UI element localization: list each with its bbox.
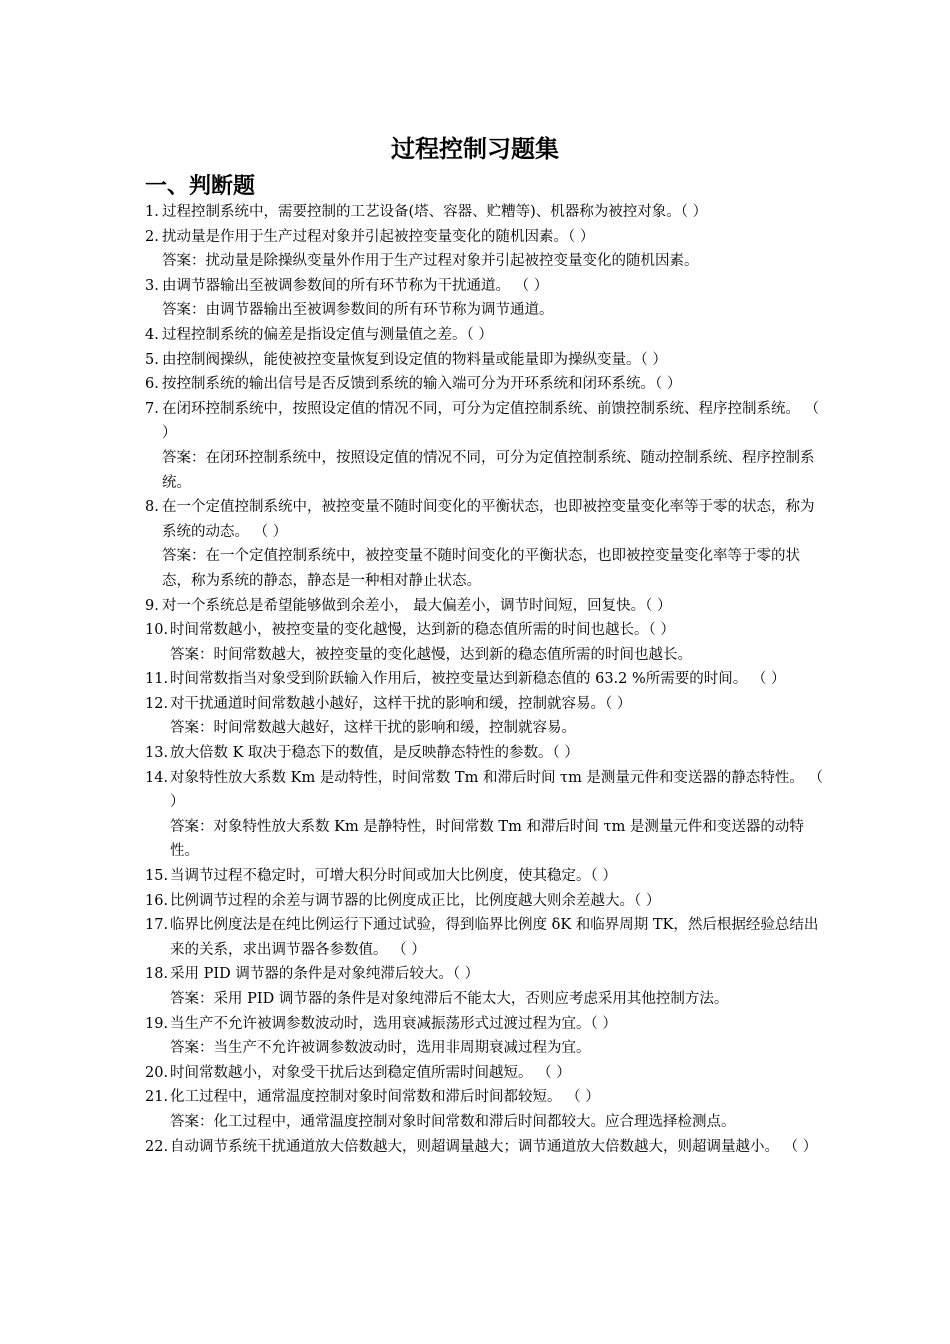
answer-text: 答案：时间常数越大，被控变量的变化越慢，达到新的稳态值所需的时间也越长。 xyxy=(170,646,692,663)
question-item xyxy=(145,864,825,889)
question-number: 5. xyxy=(145,351,159,368)
question-text: 对干扰通道时间常数越小越好，这样干扰的影响和缓，控制就容易。（ ） xyxy=(170,695,632,712)
question-text: 采用 PID 调节器的条件是对象纯滞后较大。（ ） xyxy=(170,966,480,983)
answer-text: 答案：在一个定值控制系统中，被控变量不随时间变化的平衡状态，也即被控变量变化率等于零的状态，称为系统的静态，静态是一种相对静止状态。 xyxy=(162,548,800,589)
question-text: 当调节过程不稳定时，可增大积分时间或加大比例度，使其稳定。（ ） xyxy=(170,868,617,885)
question-item xyxy=(145,323,825,348)
question-number: 10. xyxy=(145,622,169,639)
question-item xyxy=(145,225,825,250)
question-item xyxy=(145,594,825,619)
question-item xyxy=(145,741,825,766)
question-text: 对一个系统总是希望能够做到余差小， 最大偏差小，调节时间短，回复快。（ ） xyxy=(162,597,672,614)
question-number: 14. xyxy=(145,769,169,786)
answer-text: 答案：时间常数越大越好，这样干扰的影响和缓，控制就容易。 xyxy=(170,720,576,737)
question-text: 时间常数指当对象受到阶跃输入作用后，被控变量达到新稳态值的 63.2 %所需要的时间。 （ ） xyxy=(170,671,786,688)
question-text: 对象特性放大系数 Km 是动特性，时间常数 Tm 和滞后时间 τm 是测量元件和变送器的静态特性。 （ ） xyxy=(170,769,824,811)
question-number: 21. xyxy=(145,1089,169,1106)
answer-text: 答案：对象特性放大系数 Km 是静特性，时间常数 Tm 和滞后时间 τm 是测量元件和变送器的动特性。 xyxy=(170,818,804,860)
question-text: 扰动量是作用于生产过程对象并引起被控变量变化的随机因素。（ ） xyxy=(162,228,595,245)
question-number: 3. xyxy=(145,277,159,294)
question-text: 由控制阀操纵，能使被控变量恢复到设定值的物料量或能量即为操纵变量。（ ） xyxy=(162,351,667,368)
question-item xyxy=(145,913,825,962)
question-number: 1. xyxy=(145,204,159,220)
question-number: 6. xyxy=(145,376,159,393)
question-number: 7. xyxy=(145,400,159,417)
question-item xyxy=(145,397,825,446)
question-number: 4. xyxy=(145,326,159,343)
document-title: 过程控制习题集 xyxy=(391,135,559,163)
answer-text: 答案：采用 PID 调节器的条件是对象纯滞后不能太大，否则应考虑采用其他控制方法。 xyxy=(170,991,729,1007)
question-text: 放大倍数 K 取决于稳态下的数值，是反映静态特性的参数。（ ） xyxy=(170,745,579,762)
question-item xyxy=(145,692,825,717)
question-text: 自动调节系统干扰通道放大倍数越大，则超调量越大；调节通道放大倍数越大，则超调量越小。 （ ） xyxy=(170,1138,818,1155)
question-text: 当生产不允许被调参数波动时，选用衰减振荡形式过渡过程为宜。（ ） xyxy=(170,1015,617,1032)
question-number: 17. xyxy=(145,917,169,934)
question-item xyxy=(145,495,825,544)
question-number: 9. xyxy=(145,597,159,614)
question-text: 时间常数越小，被控变量的变化越慢，达到新的稳态值所需的时间也越长。（ ） xyxy=(170,622,675,639)
question-item xyxy=(145,1012,825,1037)
question-number: 2. xyxy=(145,228,159,245)
question-number: 15. xyxy=(145,868,169,885)
answer-text: 答案：扰动量是除操纵变量外作用于生产过程对象并引起被控变量变化的随机因素。 xyxy=(162,253,699,270)
question-text: 由调节器输出至被调参数间的所有环节称为干扰通道。 （ ） xyxy=(162,277,549,294)
question-item xyxy=(145,1061,825,1086)
question-number: 16. xyxy=(145,892,169,909)
question-number: 11. xyxy=(145,671,169,688)
question-number: 22. xyxy=(145,1138,169,1155)
answer-text: 答案：由调节器输出至被调参数间的所有环节称为调节通道。 xyxy=(162,302,554,319)
question-item xyxy=(145,618,825,643)
question-item xyxy=(145,200,825,225)
question-text: 时间常数越小，对象受干扰后达到稳定值所需时间越短。 （ ） xyxy=(170,1064,571,1081)
question-item xyxy=(145,1135,825,1160)
question-item xyxy=(145,372,825,397)
question-text: 化工过程中，通常温度控制对象时间常数和滞后时间都较短。 （ ） xyxy=(170,1089,600,1106)
question-item xyxy=(145,274,825,299)
question-text: 按控制系统的输出信号是否反馈到系统的输入端可分为开环系统和闭环系统。（ ） xyxy=(162,376,682,393)
question-item xyxy=(145,962,825,987)
question-number: 18. xyxy=(145,966,169,983)
section-heading: 一、判断题 xyxy=(145,174,256,199)
question-text: 过程控制系统的偏差是指设定值与测量值之差。（ ） xyxy=(162,326,493,343)
question-number: 20. xyxy=(145,1064,169,1081)
question-item xyxy=(145,1085,825,1110)
question-text: 比例调节过程的余差与调节器的比例度成正比，比例度越大则余差越大。（ ） xyxy=(170,892,661,909)
question-number: 12. xyxy=(145,695,169,712)
question-number: 8. xyxy=(145,499,159,516)
question-text: 在一个定值控制系统中，被控变量不随时间变化的平衡状态，也即被控变量变化率等于零的状态，称为系统的动态。 （ ） xyxy=(162,499,815,540)
answer-text: 答案：化工过程中，通常温度控制对象时间常数和滞后时间都较大。应合理选择检测点。 xyxy=(170,1113,736,1130)
answer-text: 答案：在闭环控制系统中，按照设定值的情况不同，可分为定值控制系统、随动控制系统、程序控制系统。 xyxy=(162,449,815,491)
question-item xyxy=(145,348,825,373)
answer-text: 答案：当生产不允许被调参数波动时，选用非周期衰减过程为宜。 xyxy=(170,1040,591,1057)
question-text: 在闭环控制系统中，按照设定值的情况不同，可分为定值控制系统、前馈控制系统、程序控制系统。 （ ） xyxy=(162,400,820,442)
question-number: 13. xyxy=(145,745,169,762)
question-text: 过程控制系统中，需要控制的工艺设备(塔、容器、贮糟等)、机器称为被控对象。（ ） xyxy=(162,204,708,220)
question-item xyxy=(145,667,825,692)
question-item xyxy=(145,889,825,914)
question-number: 19. xyxy=(145,1015,169,1032)
question-item xyxy=(145,766,825,815)
question-text: 临界比例度法是在纯比例运行下通过试验，得到临界比例度 δK 和临界周期 TK，然后根据经验总结出来的关系，求出调节器各参数值。 （ ） xyxy=(170,917,819,958)
question-list xyxy=(145,200,825,1159)
